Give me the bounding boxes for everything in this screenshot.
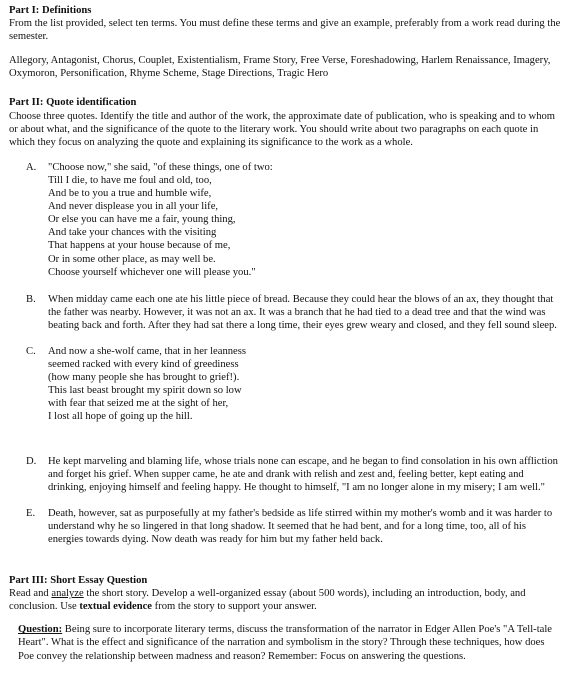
poem-line: Or else you can have me a fair, young thing, [48,214,236,226]
quote-e [9,507,562,546]
instr-text: the short story. Develop a well-organized essay (about 500 words), including an introduction, body, and conclusion. Use [9,588,526,613]
part-3-section [9,574,562,663]
part-2-section [9,96,562,546]
part-3-heading: Part III: Short Essay Question [9,575,148,587]
part-1-instructions: From the list provided, select ten terms. You must define these terms and give an example, preferably from a work read during the semester. [9,18,561,43]
quote-c-poem [48,345,562,424]
instr-text: from the story to support your answer. [152,601,317,613]
quote-d-text: He kept marveling and blaming life, whose trials none can escape, and he began to find consolation in his own affliction and forget his grief. When supper came, he ate and drank with relish and zest and, feeling better, kept eating and drinking, enjoying himself and feeling happy. He thought to himself, "I am no longer alone in my misery; I am well." [48,455,558,493]
quote-b-text: When midday came each one ate his little piece of bread. Because they could hear the blows of an ax, they thought that the father was nearby. However, it was not an ax. It was a branch that he had tied to a dead tree and that the wind was beating back and forth. After they had sat there a long time, their eyes grew weary and closed, and they fell sound sleep. [48,293,557,331]
poem-line: That happens at your house because of me, [48,240,231,252]
quote-e-letter: E. [26,507,36,519]
essay-question [9,623,562,662]
part-2-heading: Part II: Quote identification [9,97,137,109]
quote-d [9,455,562,494]
terms-list: Allegory, Antagonist, Chorus, Couplet, Existentialism, Frame Story, Free Verse, Foreshadowing, Harlem Renaissance, Imagery, Oxymoron, Personification, Rhyme Scheme, Stage Directions, Tragic Hero [9,55,551,80]
question-label: Question: [18,624,63,636]
part-2-instructions: Choose three quotes. Identify the title and author of the work, the approximate date of publication, who is speaking and to whom or about what, and the significance of the quote to the literary work. You should write about two paragraphs on each quote in which they focus on analyzing the quote and explaining its significance to the work as a whole. [9,110,556,148]
poem-line: And take your chances with the visiting [48,227,217,239]
quote-a-letter: A. [26,161,37,173]
quote-b [9,293,562,332]
poem-line: Choose yourself whichever one will please you." [48,266,256,278]
instr-underlined-word: analyze [51,588,84,600]
quote-c [9,345,562,424]
poem-line: I lost all hope of going up the hill. [48,411,193,423]
instr-bold-phrase: textual evidence [79,601,152,613]
poem-line: seemed racked with every kind of greediness [48,359,239,371]
quote-a [9,161,562,279]
poem-line: with fear that seized me at the sight of her, [48,398,229,410]
quote-d-letter: D. [26,455,37,467]
poem-line: And never displease you in all your life, [48,201,219,213]
part-3-instructions [9,587,562,613]
poem-line: "Choose now," she said, "of these things, one of two: [48,161,273,173]
quote-e-text: Death, however, sat as purposefully at my father's bedside as life stirred within my mother's womb and it was harder to understand why he so lingered in that long shadow. It seemed that he had bent, and for a long time, too, all of his energies towards dying. Now death was ready for him but my father held back. [48,507,553,545]
poem-line: Or in some other place, as may well be. [48,253,216,265]
quote-a-poem [48,161,562,279]
quote-b-letter: B. [26,293,36,305]
quote-c-letter: C. [26,345,36,357]
poem-line: And be to you a true and humble wife, [48,188,212,200]
poem-line: This last beast brought my spirit down so low [48,385,242,397]
poem-line: And now a she-wolf came, that in her leanness [48,345,246,357]
part-1-heading: Part I: Definitions [9,5,92,16]
poem-line: (how many people she has brought to grief!). [48,372,240,384]
part-1-section [9,4,562,80]
instr-text: Read and [9,588,52,600]
quote-list [9,161,562,546]
poem-line: Till I die, to have me foul and old, too, [48,174,212,186]
question-text: Being sure to incorporate literary terms, discuss the transformation of the narrator in Edger Allen Poe's "A Tell-tale Heart". What is the effect and significance of the narration and symbolism in the story? Through these techniques, how does Poe convey the relationship between madness and reason? Remember: Focus on answering the questions. [18,624,552,662]
